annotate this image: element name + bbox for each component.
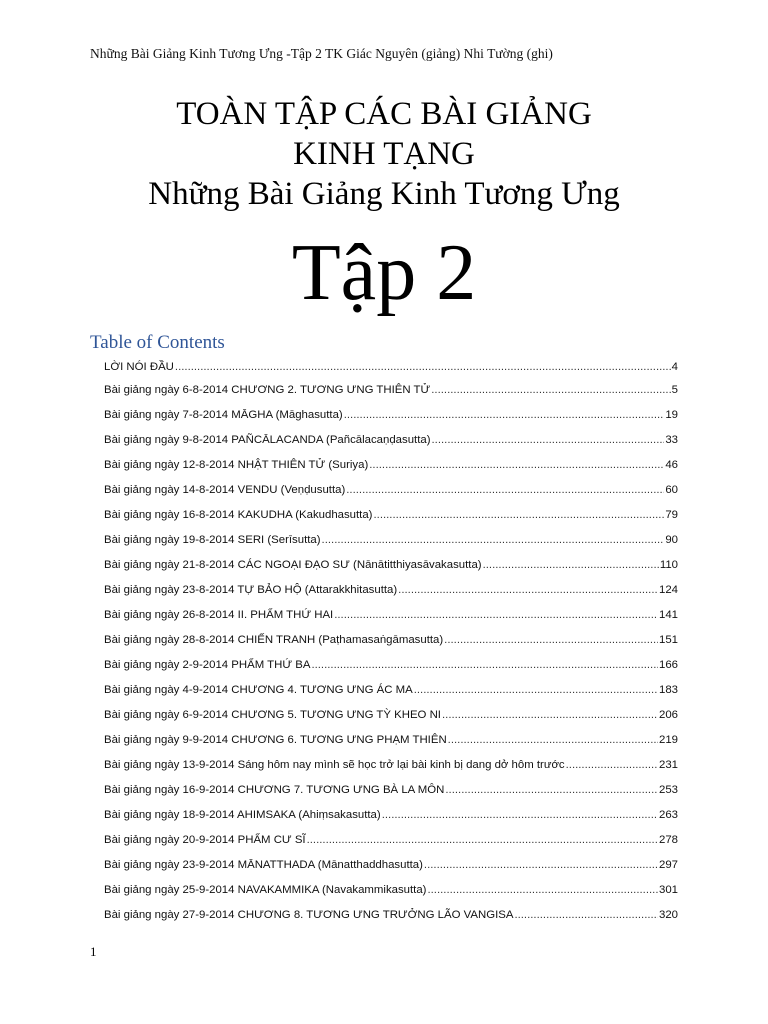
toc-entry-page: 60 xyxy=(665,484,678,496)
toc-entry[interactable] xyxy=(104,803,678,828)
toc-entry[interactable] xyxy=(104,753,678,778)
toc-entry[interactable] xyxy=(104,603,678,628)
toc-entry-label: Bài giảng ngày 9-8-2014 PAÑCĀLACANDA (Pañcālacaṇḍasutta) xyxy=(104,434,431,446)
toc-leader-dots xyxy=(427,878,658,903)
toc-entry-page: 297 xyxy=(658,859,678,871)
toc-leader-dots xyxy=(445,778,658,803)
running-header: Những Bài Giảng Kinh Tương Ưng -Tập 2 TK Giác Nguyên (giảng) Nhi Tường (ghi) xyxy=(90,46,553,61)
toc-entry-page: 301 xyxy=(658,884,678,896)
toc-entry-page: 231 xyxy=(658,759,678,771)
toc-entry-page: 151 xyxy=(658,634,678,646)
toc-leader-dots xyxy=(514,903,658,928)
toc-entry-label: Bài giảng ngày 13-9-2014 Sáng hôm nay mình sẽ học trở lại bài kinh bị dang dở hôm trước xyxy=(104,759,565,771)
toc-entry-label: Bài giảng ngày 25-9-2014 NAVAKAMMIKA (Navakammikasutta) xyxy=(104,884,427,896)
toc-entry-label: Bài giảng ngày 27-9-2014 CHƯƠNG 8. TƯƠNG ƯNG TRƯỞNG LÃO VANGISA xyxy=(104,909,514,921)
toc-entry[interactable] xyxy=(104,478,678,503)
toc-entry-label: Bài giảng ngày 6-9-2014 CHƯƠNG 5. TƯƠNG ƯNG TỲ KHEO NI xyxy=(104,709,441,721)
toc-entry[interactable] xyxy=(104,703,678,728)
toc-entry-page: 183 xyxy=(658,684,678,696)
document-title xyxy=(0,94,768,214)
toc-entry[interactable] xyxy=(104,503,678,528)
toc-entry-page: 46 xyxy=(665,459,678,471)
toc-entry-label: Bài giảng ngày 12-8-2014 NHẬT THIÊN TỬ (Suriya) xyxy=(104,459,369,471)
toc-entry-label: Bài giảng ngày 19-8-2014 SERI (Serīsutta) xyxy=(104,534,321,546)
toc-entry-label: Bài giảng ngày 23-9-2014 MĀNATTHADA (Mānatthaddhasutta) xyxy=(104,859,423,871)
toc-entry-page: 4 xyxy=(671,361,678,373)
toc-entry[interactable] xyxy=(104,428,678,453)
toc-entry-label: Bài giảng ngày 2-9-2014 PHẨM THỨ BA xyxy=(104,659,311,671)
toc-entry-label: Bài giảng ngày 16-9-2014 CHƯƠNG 7. TƯƠNG ƯNG BÀ LA MÔN xyxy=(104,784,445,796)
toc-leader-dots xyxy=(344,403,665,428)
toc-entry-page: 124 xyxy=(658,584,678,596)
toc-entry[interactable] xyxy=(104,578,678,603)
toc-leader-dots xyxy=(334,603,658,628)
toc-leader-dots xyxy=(566,753,658,778)
toc-entry-page: 141 xyxy=(658,609,678,621)
toc-entry-label: Bài giảng ngày 6-8-2014 CHƯƠNG 2. TƯƠNG ƯNG THIÊN TỬ xyxy=(104,384,431,396)
toc-leader-dots xyxy=(431,378,670,403)
toc-entry[interactable] xyxy=(104,678,678,703)
toc-entry[interactable] xyxy=(104,403,678,428)
toc-entry[interactable] xyxy=(104,453,678,478)
toc-entry[interactable] xyxy=(104,528,678,553)
toc-leader-dots xyxy=(483,553,659,578)
toc-entry[interactable] xyxy=(104,828,678,853)
toc-entry[interactable] xyxy=(104,653,678,678)
toc-entry-page: 79 xyxy=(665,509,678,521)
toc-leader-dots xyxy=(414,678,658,703)
toc-leader-dots xyxy=(398,578,658,603)
toc-entry-label: Bài giảng ngày 20-9-2014 PHẨM CƯ SĨ xyxy=(104,834,306,846)
title-line-3: Những Bài Giảng Kinh Tương Ưng xyxy=(148,176,620,212)
toc-leader-dots xyxy=(444,628,658,653)
toc-entry-label: Bài giảng ngày 18-9-2014 AHIMSAKA (Ahiṃsakasutta) xyxy=(104,809,381,821)
toc-entry-label: Bài giảng ngày 4-9-2014 CHƯƠNG 4. TƯƠNG ƯNG ÁC MA xyxy=(104,684,413,696)
toc-entry-label: Bài giảng ngày 28-8-2014 CHIẾN TRANH (Paṭhamasaṅgāmasutta) xyxy=(104,634,444,646)
toc-heading: Table of Contents xyxy=(90,332,225,353)
page-number: 1 xyxy=(90,944,97,959)
toc-entry[interactable] xyxy=(104,378,678,403)
toc-leader-dots xyxy=(369,453,664,478)
toc-entry[interactable] xyxy=(104,778,678,803)
table-of-contents xyxy=(104,356,678,928)
toc-entry-page: 320 xyxy=(658,909,678,921)
toc-entry-page: 278 xyxy=(658,834,678,846)
toc-entry-label: LỜI NÓI ĐẦU xyxy=(104,361,174,373)
toc-entry[interactable] xyxy=(104,553,678,578)
toc-entry[interactable] xyxy=(104,853,678,878)
toc-entry[interactable] xyxy=(104,728,678,753)
toc-entry-label: Bài giảng ngày 26-8-2014 II. PHẨM THỨ HAI xyxy=(104,609,334,621)
toc-leader-dots xyxy=(424,853,658,878)
toc-entry-label: Bài giảng ngày 16-8-2014 KAKUDHA (Kakudhasutta) xyxy=(104,509,373,521)
toc-leader-dots xyxy=(448,728,658,753)
toc-entry-page: 90 xyxy=(665,534,678,546)
toc-entry-label: Bài giảng ngày 7-8-2014 MĀGHA (Māghasutta) xyxy=(104,409,343,421)
toc-leader-dots xyxy=(311,653,658,678)
toc-entry-page: 19 xyxy=(665,409,678,421)
toc-entry-page: 206 xyxy=(658,709,678,721)
toc-leader-dots xyxy=(442,703,658,728)
volume-title: Tập 2 xyxy=(291,229,477,317)
toc-entry[interactable] xyxy=(104,628,678,653)
title-line-1: TOÀN TẬP CÁC BÀI GIẢNG xyxy=(176,96,592,132)
toc-entry-page: 33 xyxy=(665,434,678,446)
toc-entry[interactable] xyxy=(104,878,678,903)
toc-entry-page: 219 xyxy=(658,734,678,746)
toc-leader-dots xyxy=(346,478,664,503)
toc-leader-dots xyxy=(432,428,665,453)
toc-entry-page: 5 xyxy=(671,384,678,396)
toc-entry[interactable] xyxy=(104,903,678,928)
toc-entry-label: Bài giảng ngày 9-9-2014 CHƯƠNG 6. TƯƠNG ƯNG PHẠM THIÊN xyxy=(104,734,447,746)
toc-entry-page: 166 xyxy=(658,659,678,671)
toc-leader-dots xyxy=(373,503,664,528)
toc-entry-label: Bài giảng ngày 14-8-2014 VENDU (Veṇḍusutta) xyxy=(104,484,346,496)
toc-entry[interactable] xyxy=(104,356,678,378)
toc-entry-page: 110 xyxy=(659,559,678,571)
toc-entry-label: Bài giảng ngày 23-8-2014 TỰ BẢO HỘ (Attarakkhitasutta) xyxy=(104,584,398,596)
toc-leader-dots xyxy=(307,828,658,853)
title-line-2: KINH TẠNG xyxy=(293,136,475,172)
toc-entry-label: Bài giảng ngày 21-8-2014 CÁC NGOẠI ĐẠO SƯ (Nānātitthiyasāvakasutta) xyxy=(104,559,482,571)
toc-entry-page: 263 xyxy=(658,809,678,821)
toc-leader-dots xyxy=(175,356,671,378)
toc-leader-dots xyxy=(382,803,658,828)
toc-entry-page: 253 xyxy=(658,784,678,796)
toc-leader-dots xyxy=(322,528,665,553)
